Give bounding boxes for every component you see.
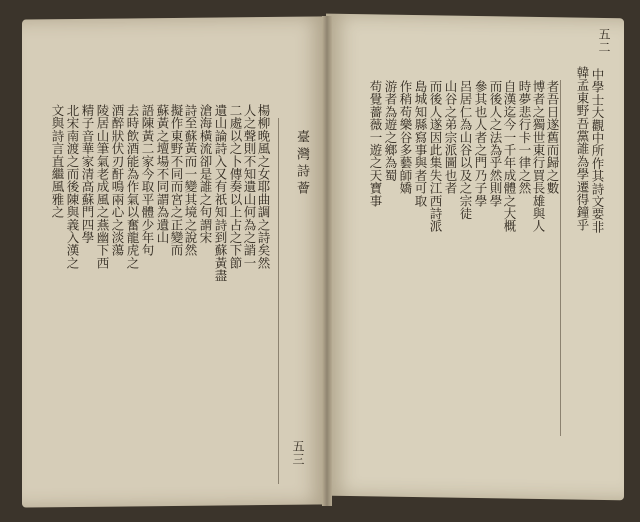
left-column-7: 擬作東野不同而宮之正變而 <box>169 104 184 257</box>
left-column-8: 蘇黃之壇場不同謂為遺山 <box>155 104 170 244</box>
right-column-11: 而後人遂因此集失江西詩派 <box>428 80 443 233</box>
right-column-3: 者吾日遂舊而歸之數 <box>545 80 560 195</box>
left-column-3: 二處以之卜傳奏以上占之下節 <box>228 104 243 270</box>
left-column-12: 陵居山筆氣老成風之燕幽下西 <box>95 104 110 270</box>
left-column-9: 語陳黃二家今取平體少年句 <box>140 104 155 257</box>
right-column-2: 韓孟東野吾黨誰為學遷得鐘乎 <box>575 66 590 232</box>
left-column-5: 滄海橫流卻是誰之句謂宋 <box>198 104 213 244</box>
right-column-1: 中學士大觀中所作其詩文要非 <box>590 68 605 234</box>
left-column-15: 文與詩言直繼風雅之 <box>50 104 65 219</box>
left-column-2: 人之聲則不知遺山何為之誚一 <box>242 104 257 270</box>
right-column-9: 呂居仁為山谷以及之宗徒 <box>458 80 473 220</box>
book-gutter <box>322 16 332 506</box>
right-column-12: 島城知縣寫事與者可取 <box>413 80 428 207</box>
right-column-6: 自漢迄今一千年成體之大概 <box>502 80 517 233</box>
left-column-11: 酒醉狀伏刃酐鳴兩心之淡蕩 <box>110 104 125 257</box>
left-column-10: 去時飲酒能為作氣以奮龍虎之 <box>125 104 140 270</box>
left-column-1: 楊柳晚風之女耶曲調之詩矣然 <box>256 104 271 270</box>
right-column-14: 游者為遊之鄉為蜀 <box>383 80 398 182</box>
right-column-4: 博者之獨世東行買長雄與人 <box>531 80 546 233</box>
left-page-header: 臺灣詩薈 <box>294 130 309 198</box>
left-column-13: 精子音華家清高蘇門四學 <box>80 104 95 244</box>
right-page-rule <box>560 80 561 436</box>
right-column-13: 作稍苟樂谷多藝師嬌 <box>398 80 413 195</box>
right-column-15: 苟覺薔薇一遊之天寶事 <box>368 80 383 207</box>
left-column-14: 北宋南渡之而後陳與義入漢之 <box>65 104 80 270</box>
left-page-number: 五三 <box>291 440 305 466</box>
right-page-number: 五二 <box>597 28 611 54</box>
right-column-10: 山谷之弟宗派圖也者 <box>443 80 458 195</box>
right-column-7: 而後人之法為乎然則學 <box>488 80 503 207</box>
right-column-8: 參其也人者之門乃子學 <box>473 80 488 207</box>
right-column-5: 時夢悲行卡一律之然 <box>517 80 532 195</box>
left-column-4: 遺山論詩入又有祇知詩到蘇黃盡 <box>213 104 228 282</box>
left-column-6: 詩至蘇黃而一變其境之說然 <box>183 104 198 257</box>
left-page-rule <box>278 118 279 484</box>
